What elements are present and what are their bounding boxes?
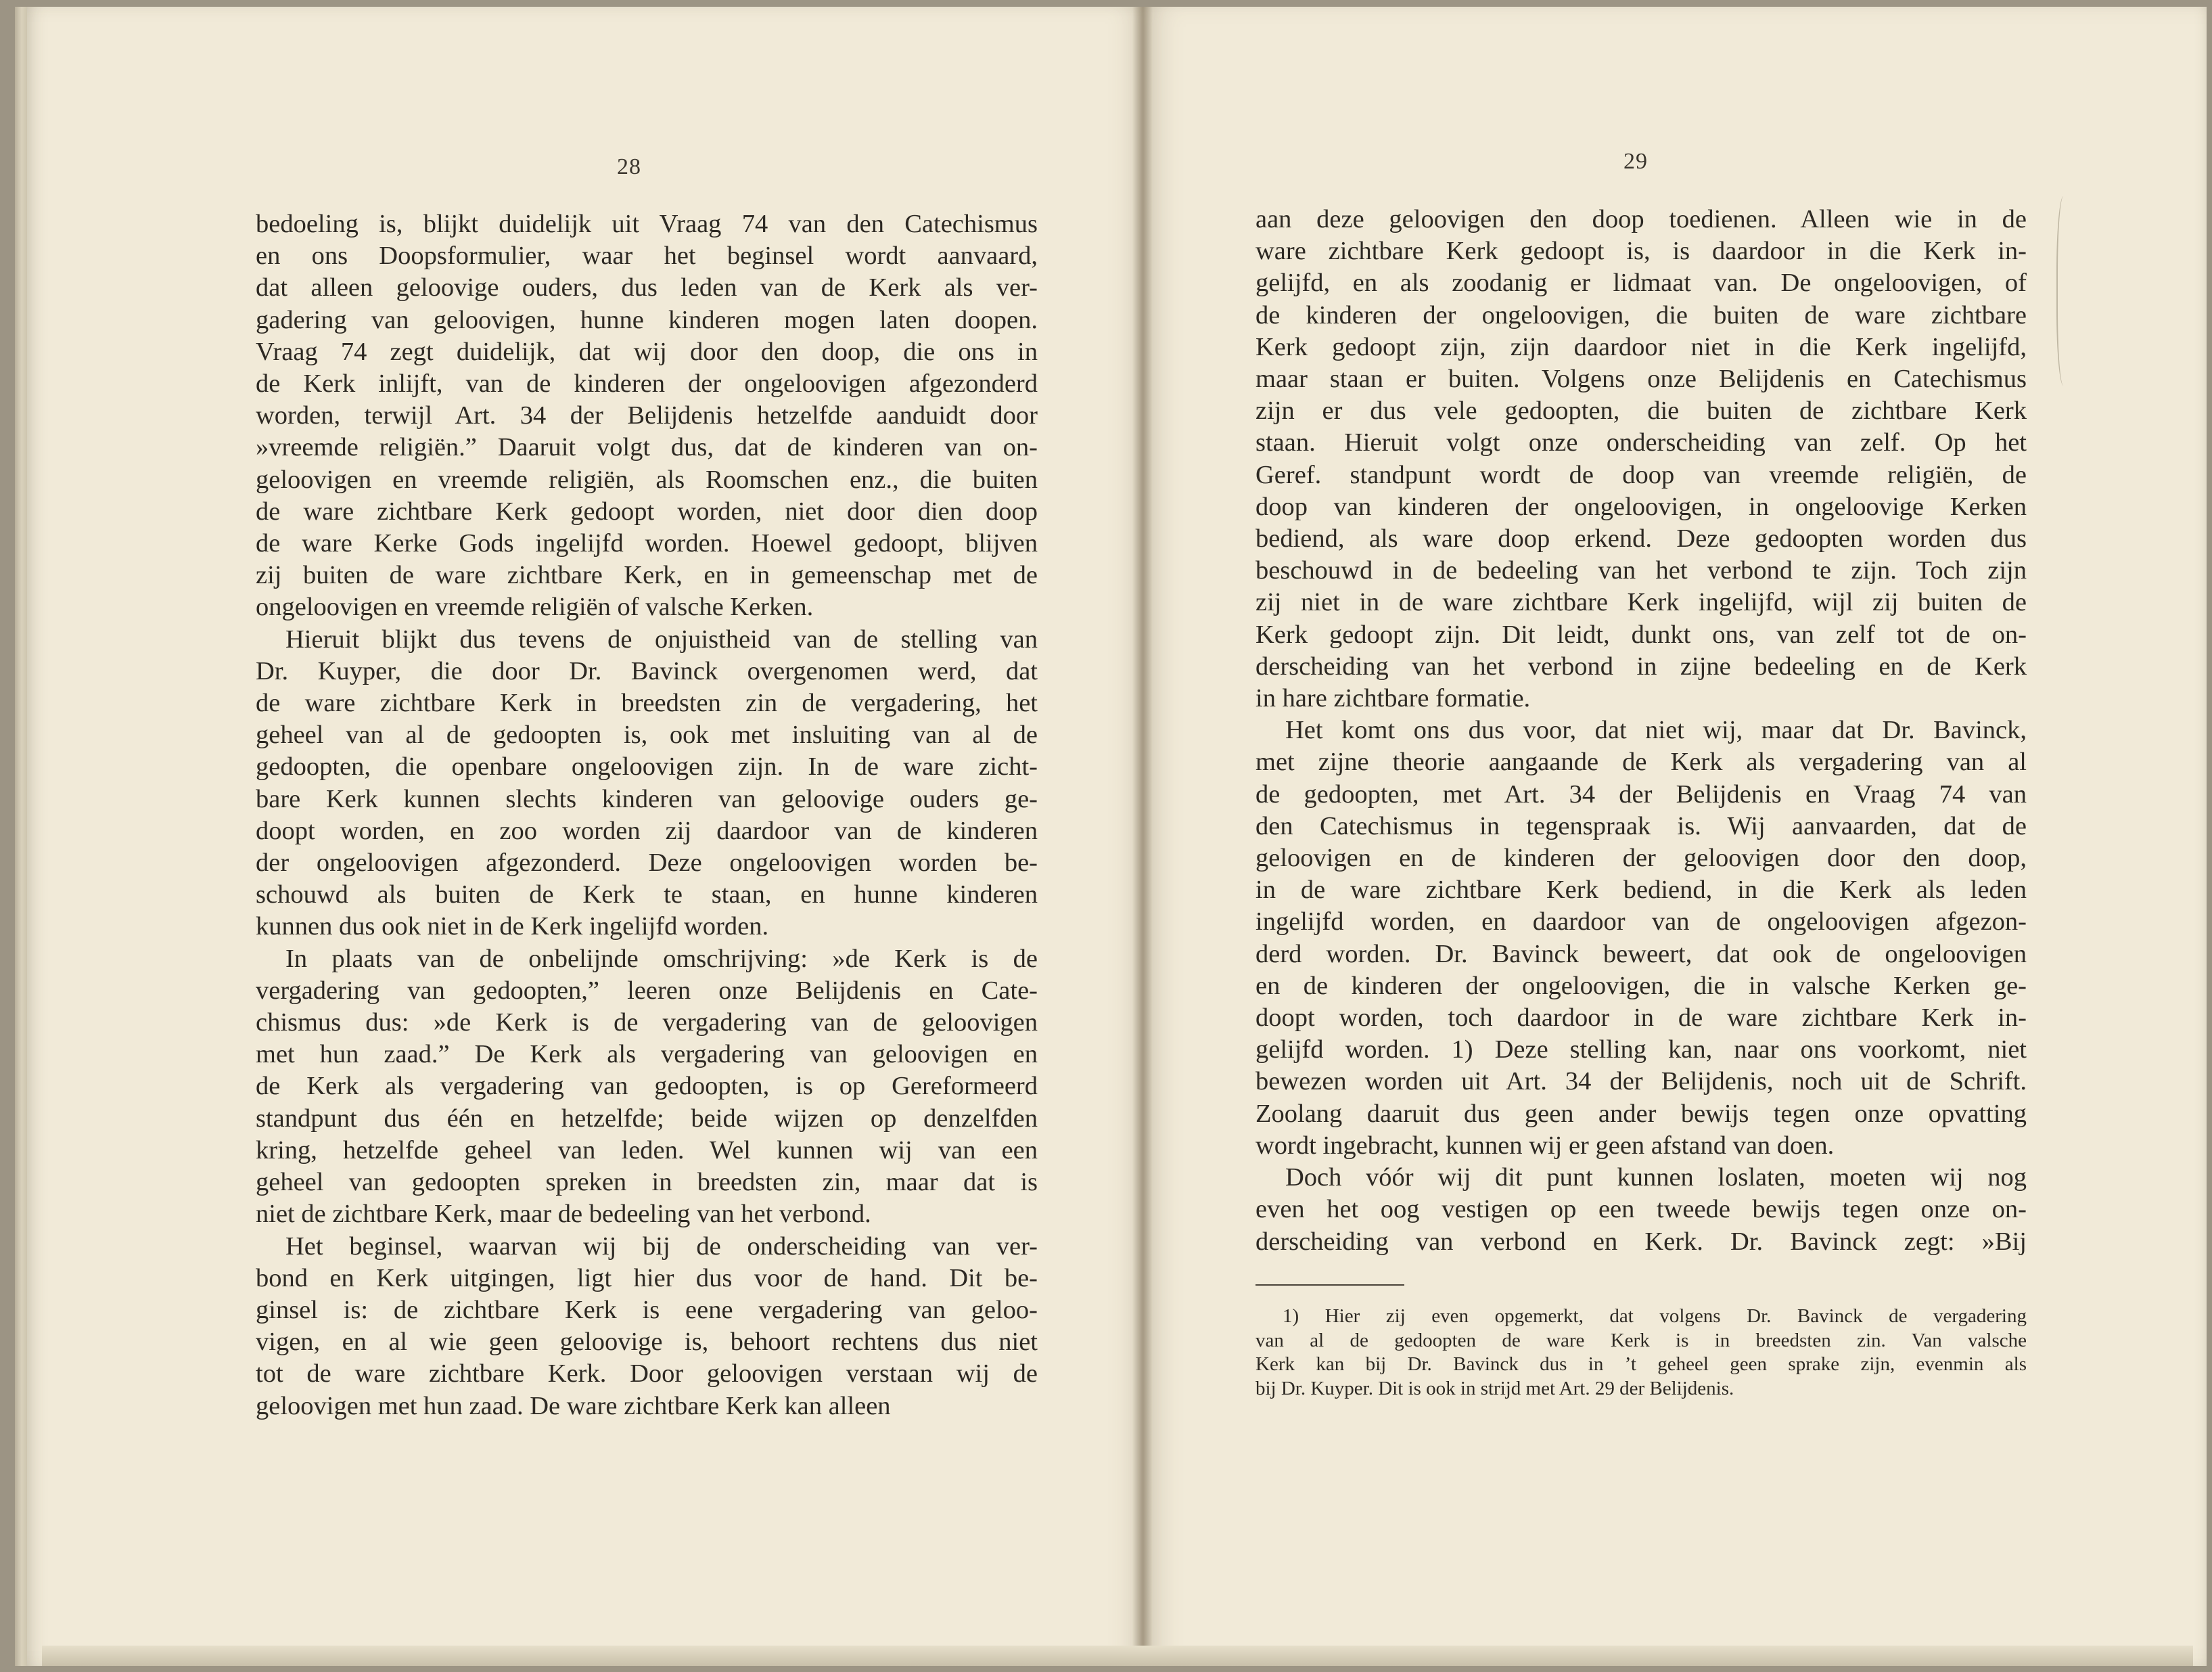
text-line: Doch vóór wij dit punt kunnen loslaten, moeten wij nog	[1285, 1163, 2027, 1192]
text-line: kring, hetzelfde geheel van leden. Wel kunnen wij van een	[256, 1135, 1038, 1165]
text-line: geloovigen en vreemde religiën, als Roomschen enz., die buiten	[256, 465, 1038, 494]
text-line: ingelijfd worden, en daardoor van de ongeloovigen afgezon-	[1255, 907, 2027, 936]
footnote-line: Kerk kan bij Dr. Bavinck dus in ’t geheel geen sprake zijn, evenmin als	[1255, 1353, 2027, 1375]
text-line: zij niet in de ware zichtbare Kerk ingelijfd, wijl zij buiten de	[1255, 588, 2027, 617]
text-line: zijn er dus vele gedoopten, die buiten de zichtbare Kerk	[1255, 397, 2027, 426]
text-line: standpunt dus één en hetzelfde; beide wijzen op denzelfden	[256, 1104, 1038, 1133]
footnote-block	[1255, 1305, 2027, 1401]
text-line: de kinderen der ongeloovigen, die buiten de ware zichtbare	[1255, 300, 2027, 330]
text-line: ware zichtbare Kerk gedoopt is, is daardoor in die Kerk in-	[1255, 237, 2027, 266]
footnote-line: bij Dr. Kuyper. Dit is ook in strijd met Art. 29 der Belijdenis.	[1255, 1377, 1734, 1399]
text-line: ongeloovigen en vreemde religiën of valsche Kerken.	[256, 593, 814, 622]
text-line: de ware zichtbare Kerk gedoopt worden, niet door dien doop	[256, 497, 1038, 526]
text-line: bedoeling is, blijkt duidelijk uit Vraag 74 van den Catechismus	[256, 210, 1038, 238]
text-line: beschouwd in de bedeeling van het verbond te zijn. Toch zijn	[1255, 556, 2027, 585]
text-line: derscheiding van verbond en Kerk. Dr. Bavinck zegt: »Bij	[1255, 1227, 2027, 1256]
text-line: worden, terwijl Art. 34 der Belijdenis hetzelfde aanduidt door	[256, 401, 1038, 430]
text-line: geheel van gedoopten spreken in breedsten zin, maar dat is	[256, 1168, 1038, 1197]
text-line: maar staan er buiten. Volgens onze Belijdenis en Catechismus	[1255, 365, 2027, 394]
text-line: Kerk gedoopt zijn, zijn daardoor niet in die Kerk ingelijfd,	[1255, 332, 2027, 361]
footnote-line: 1) Hier zij even opgemerkt, dat volgens Dr. Bavinck de vergadering	[1283, 1305, 2027, 1327]
footnote-line: van al de gedoopten de ware Kerk is in breedsten zin. Van valsche	[1255, 1329, 2027, 1351]
text-line: in hare zichtbare formatie.	[1255, 684, 1531, 713]
text-line: derscheiding van het verbond in zijne bedeeling en de Kerk	[1255, 652, 2027, 681]
text-line: gelijfd, en als zoodanig er lidmaat van. De ongeloovigen, of	[1255, 269, 2027, 298]
text-line: Vraag 74 zegt duidelijk, dat wij door den doop, die ons in	[256, 337, 1038, 366]
text-line: derd worden. Dr. Bavinck beweert, dat ook de ongeloovigen	[1255, 939, 2027, 968]
text-line: de Kerk inlijft, van de kinderen der ongeloovigen afgezonderd	[256, 369, 1038, 399]
text-line: bare Kerk kunnen slechts kinderen van geloovige ouders ge-	[256, 784, 1038, 813]
text-line: dat alleen geloovige ouders, dus leden van de Kerk als ver-	[256, 273, 1038, 302]
text-line: Dr. Kuyper, die door Dr. Bavinck overgenomen werd, dat	[256, 656, 1038, 685]
text-line: even het oog vestigen op een tweede bewijs tegen onze on-	[1255, 1195, 2027, 1224]
text-line: doopt worden, en zoo worden zij daardoor van de kinderen	[256, 816, 1038, 845]
text-line: kunnen dus ook niet in de Kerk ingelijfd worden.	[256, 912, 769, 941]
text-line: de Kerk als vergadering van gedoopten, is op Gereformeerd	[256, 1072, 1038, 1101]
text-line: Hieruit blijkt dus tevens de onjuistheid van de stelling van	[285, 625, 1038, 654]
text-line: de ware Kerke Gods ingelijfd worden. Hoewel gedoopt, blijven	[256, 529, 1038, 558]
open-book	[15, 7, 2207, 1666]
text-line: staan. Hieruit volgt onze onderscheiding van zelf. Op het	[1255, 428, 2027, 457]
text-line: in de ware zichtbare Kerk bediend, in die Kerk als leden	[1255, 876, 2027, 905]
text-line: geloovigen met hun zaad. De ware zichtbare Kerk kan alleen	[256, 1391, 891, 1420]
text-line: Geref. standpunt wordt de doop van vreemde religiën, de	[1255, 460, 2027, 489]
text-line: vergadering van gedoopten,” leeren onze Belijdenis en Cate-	[256, 976, 1038, 1005]
text-line: Zoolang daaruit dus geen ander bewijs tegen onze opvatting	[1255, 1099, 2027, 1128]
text-line: gedoopten, die openbare ongeloovigen zijn. In de ware zicht-	[256, 752, 1038, 782]
text-line: »vreemde religiën.” Daaruit volgt dus, dat de kinderen van on-	[256, 433, 1038, 462]
text-line: en de kinderen der ongeloovigen, die in valsche Kerken ge-	[1255, 971, 2027, 1000]
text-line: den Catechismus in tegenspraak is. Wij aanvaarden, dat de	[1255, 811, 2027, 840]
text-line: zij buiten de ware zichtbare Kerk, en in gemeenschap met de	[256, 561, 1038, 590]
text-line: niet de zichtbare Kerk, maar de bedeeling van het verbond.	[256, 1200, 871, 1229]
text-line: de gedoopten, met Art. 34 der Belijdenis en Vraag 74 van	[1255, 779, 2027, 809]
left-page	[27, 7, 1143, 1666]
text-line: de ware zichtbare Kerk in breedsten zin de vergadering, het	[256, 689, 1038, 718]
footnote-rule	[1255, 1284, 1404, 1286]
text-line: Het beginsel, waarvan wij bij de onderscheiding van ver-	[285, 1232, 1038, 1261]
text-line: gelijfd worden. 1) Deze stelling kan, naar ons voorkomt, niet	[1255, 1035, 2027, 1064]
text-line: bediend, als ware doop erkend. Deze gedoopten worden dus	[1255, 524, 2027, 553]
text-line: gadering van geloovigen, hunne kinderen mogen laten doopen.	[256, 305, 1038, 334]
text-line: der ongeloovigen afgezonderd. Deze ongeloovigen worden be-	[256, 849, 1038, 878]
book-bottom-edge	[42, 1646, 2193, 1666]
text-line: doopt worden, toch daardoor in de ware zichtbare Kerk in-	[1255, 1003, 2027, 1033]
text-line: Het komt ons dus voor, dat niet wij, maar dat Dr. Bavinck,	[1285, 716, 2027, 745]
text-line: met hun zaad.” De Kerk als vergadering van geloovigen en	[256, 1040, 1038, 1069]
page-number-left: 28	[617, 154, 641, 179]
text-line: bewezen worden uit Art. 34 der Belijdenis, noch uit de Schrift.	[1255, 1067, 2027, 1096]
right-page-body	[1255, 204, 2027, 1258]
text-line: wordt ingebracht, kunnen wij er geen afstand van doen.	[1255, 1131, 1835, 1160]
text-line: bond en Kerk uitgingen, ligt hier dus voor de hand. Dit be-	[256, 1263, 1038, 1292]
text-line: geheel van al de gedoopten is, ook met insluiting van al de	[256, 721, 1038, 750]
text-line: en ons Doopsformulier, waar het beginsel wordt aanvaard,	[256, 242, 1038, 271]
text-line: chismus dus: »de Kerk is de vergadering van de geloovigen	[256, 1008, 1038, 1037]
right-page	[1143, 7, 2207, 1666]
text-line: vigen, en al wie geen geloovige is, behoort rechtens dus niet	[256, 1328, 1038, 1357]
page-number-right: 29	[1623, 149, 1648, 174]
text-line: In plaats van de onbelijnde omschrijving: »de Kerk is de	[285, 944, 1038, 973]
text-line: doop van kinderen der ongeloovigen, in ongeloovige Kerken	[1255, 492, 2027, 521]
text-line: geloovigen en de kinderen der geloovigen door den doop,	[1255, 844, 2027, 873]
text-line: Kerk gedoopt zijn. Dit leidt, dunkt ons, van zelf tot de on-	[1255, 620, 2027, 649]
text-line: tot de ware zichtbare Kerk. Door geloovigen verstaan wij de	[256, 1359, 1038, 1388]
book-gutter	[1132, 7, 1153, 1666]
text-line: schouwd als buiten de Kerk te staan, en hunne kinderen	[256, 880, 1038, 909]
left-page-body	[256, 208, 1038, 1422]
text-line: aan deze geloovigen den doop toedienen. Alleen wie in de	[1255, 205, 2027, 233]
pencil-margin-mark	[2056, 196, 2074, 386]
text-line: ginsel is: de zichtbare Kerk is eene vergadering van geloo-	[256, 1295, 1038, 1324]
text-line: met zijne theorie aangaande de Kerk als vergadering van al	[1255, 748, 2027, 777]
